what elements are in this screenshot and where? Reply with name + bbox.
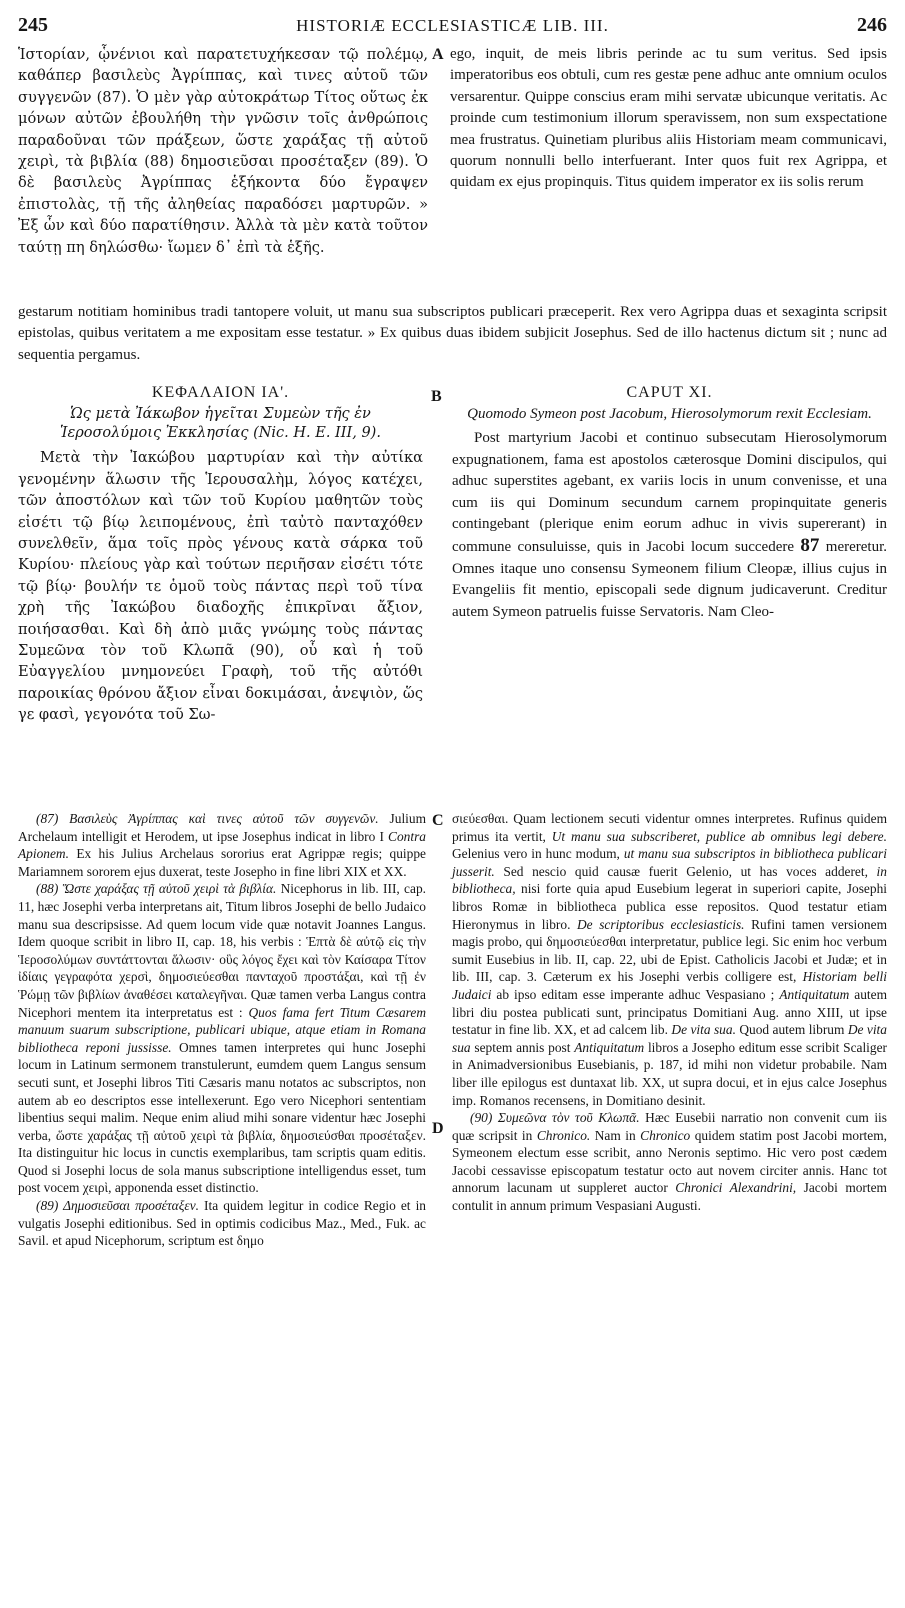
fn-cont-n: De vita sua. xyxy=(671,1022,736,1038)
footnote-90-text-b: Chronico. xyxy=(536,1127,591,1143)
page-header xyxy=(18,14,887,40)
footnote-90-text-f: Chronici Alexandrini, xyxy=(675,1180,797,1196)
fn-cont-d: ut manu sua subscriptos in bibliotheca publicari jusserit. xyxy=(452,846,887,879)
footnote-89-continuation xyxy=(452,810,887,1109)
fn-cont-h: De scriptoribus ecclesiasticis. xyxy=(577,916,745,932)
top-fullwidth-text-block xyxy=(18,302,887,366)
footnote-88-text-b: Quos fama fert Titum Cæsarem manuum suarum subscriptione, publicari ubique, atque etiam in Romana bibliotheca reponi jussisse. xyxy=(18,1004,426,1055)
footnote-88 xyxy=(18,880,426,1197)
fn-cont-f: in bibliotheca, xyxy=(452,863,887,897)
footnote-89 xyxy=(18,1197,426,1250)
footnotes-right-column xyxy=(452,810,887,1215)
fn-cont-m: autem libri diu postea publicati sunt, principatus Domitiani Aug. anno XIII, ut ipse testatur in fine lib. XX, et ad calcem lib. xyxy=(452,986,887,1038)
footnotes-left-column xyxy=(18,810,426,1250)
footnote-87-text-b: Contra Apionem. xyxy=(18,828,426,862)
column-number-87: 87 xyxy=(800,535,820,557)
chapter-latin-text xyxy=(452,428,887,623)
chapter-heading-greek: ΚΕΦΑΛΑΙΟΝ ΙΑ'. xyxy=(151,384,290,401)
chapter-latin-text-a: Post martyrium Jacobi et continuo subsecutam Hierosolymorum expugnationem, fama est apostolos cæterosque Domini discipulos, qui adhuc superstites agebant, ex variis locis in unum convenisse, et una cum iis qui Dominum secundum carnem propinquitate generis contingebant (plerique enim eorum adhuc in vivis supererant) in commune consuluisse, quis in Jacobi locum succedere xyxy=(452,430,887,556)
footnote-89-lemma: (89) Δημοσιεῦσαι προσέταξεν. xyxy=(36,1198,199,1214)
footnote-90 xyxy=(452,1109,887,1215)
footnote-89-text-a: Ita quidem legitur in codice Regio et in vulgatis Josephi editionibus. Sed in optimis codicibus Maz., Med., Fuk. ac Savil. et apud Nicephorum, scriptum est δημο xyxy=(18,1198,426,1249)
footnote-87 xyxy=(18,810,426,880)
page-number-right: 246 xyxy=(857,14,887,36)
fn-cont-p: De vita sua xyxy=(452,1022,887,1055)
top-greek-text: Ἱστορίαν, ᾧνένιοι καὶ παρατετυχήκεσαν τῷ πολέμῳ, καθάπερ βασιλεὺς Ἀγρίππας, καὶ τινες αὐτοῦ τῶν συγγενῶν (87). Ὁ μὲν γὰρ αὐτοκράτωρ Τίτος οὕτως ἐκ μόνων αὐτῶν ἐβουλήθη τὴν γνῶσιν τοῖς ἀνθρώποις παραδοῦναι τῶν πράξεων, ὥστε χαράξας τῇ αὐτοῦ χειρὶ, τὰ βιβλία (88) δημοσιεῦσαι προσέταξεν (89). Ὁ δὲ βασιλεὺς Ἀγρίππας ἑξήκοντα δύο ἔγραψεν ἐπιστολὰς, τῇ τῆς ἀληθείας παραδόσει μαρτυρῶν. » Ἐξ ὧν καὶ δύο παρατίθησιν. Ἀλλὰ τὰ μὲν κατὰ τοῦτον ταύτῃ πη δηλώσθω· ἴωμεν δ᾽ ἐπὶ τὰ ἑξῆς. xyxy=(18,46,428,256)
fn-cont-l: Antiquitatum xyxy=(779,986,850,1002)
footnote-90-text-d: Chronico xyxy=(640,1127,691,1143)
fn-cont-j: Historiam belli Judaici xyxy=(452,969,887,1002)
top-latin-text: ego, inquit, de meis libris perinde ac tu sum veritus. Sed ipsis imperatoribus eos obtuli, cum res gestæ pene adhuc ante omnium oculos versarentur. Quippe conscius eram mihi servatæ ubicunque veritatis. Ac proinde cum testimonium illorum speravissem, non sum exspectatione mea frustratus. Quinetiam pluribus aliis Historiam meam communicavi, quorum nonnulli bello interfuerant. Inter quos fuit rex Agrippa, et quidam ex ejus propinquis. Titus quidem imperator ex iis solis rerum xyxy=(450,46,887,191)
fn-cont-s: libros a Josepho editum esse scribit Scaliger in Animadversionibus Eusebianis, p. 187, id mihi non videtur probabile. Nam liber ille epilogus est duntaxat lib. XX, ut supra docui, et in ejus calce Josephus imp. Romanos recensens, in Domitiano desinit. xyxy=(452,1039,887,1108)
margin-marker-a: A xyxy=(432,46,444,63)
footnote-87-text-c: Ex his Julius Archelaus sororius erat Agrippæ regis; quippe Mariamnem sororem ejus duxerat, teste Josepho in fine libri XIX et XX. xyxy=(18,846,426,879)
footnote-87-text-a: Julium Archelaum intelligit et Herodem, ut ipse Josephus indicat in libro I xyxy=(18,811,426,844)
chapter-latin-column xyxy=(452,382,887,623)
fn-cont-g: nisi forte quia apud Eusebium legerat in superiori capite, Josephi libros Romæ in bibliotheca publica esse repositos. Quod testatur etiam Hieronymus in libro. xyxy=(452,881,887,932)
chapter-heading-latin: CAPUT XI. xyxy=(626,384,713,401)
chapter-latin-text-b: mereretur. Omnes itaque uno consensu Symeonem filium Cleopæ, illius cujus in Evangeliis fit mentio, episcopali sede dignum judicaverunt. Creditur autem Symeon patruelis fuisse Servatoris. Nam Cleo- xyxy=(452,539,888,620)
chapter-greek-column xyxy=(18,382,423,726)
fn-cont-k: ab ipso editam esse imperante adhuc Vespasiano ; xyxy=(496,986,775,1002)
fn-cont-b: Ut manu sua subscriberet, publice ab omnibus legi debere. xyxy=(551,828,887,844)
footnote-88-text-a: Nicephorus in lib. III, cap. 11, hæc Josephi verba interpretans ait, Titum libros Josephi de bello Judaico manu sua descripsisse. Ad quem locum vide quæ notavit Joannes Langus. Idem quoque scribit in libro II, cap. 18, his verbis : Ἑπτὰ δὲ αὐτῷ εἰς τὴν Ἱεροσολύμων συντάττονται ἅλωσιν· οὓς λόγος ἔχει καὶ τὸν Καίσαρα Τίτον ἰδίαις γεγραφότα χερσὶ, δημοσιεύεσθαι πανταχοῦ προστάξαι, καὶ τῇ ἐν Ῥώμῃ τῶν βιβλίων ἀναθέσει καταλεγῆναι. Quæ tamen verba Langus contra Nicephori mentem ita interpretatus est : xyxy=(18,881,426,1020)
fn-cont-q: septem annis post xyxy=(474,1039,571,1055)
footnote-88-text-c: Omnes tamen interpretes qui hunc Josephi locum in Latinum sermonem transtulerunt, eumdem quem Langus sensum secuti sunt, et Josephi libros Titi Cæsaris manu notatos ac subscriptos, non autem ab eo descriptos esse intellexerunt. Ego vero Nicephori sententiam libentius sequi malim. Neque enim aliud mihi sonare videntur hæc Josephi verba, ὥστε χαράξας τῇ αὐτοῦ χειρὶ τὰ βιβλία, δημοσιεύσθαι προσέταξεν. Ita distinguitur hic locus in cunctis exemplaribus, tam scriptis quam editis. Quod si Josephi locus de sola manus subscriptione intelligendus esset, tum post vocem χειρὶ, apponenda esset distinctio. xyxy=(18,1039,426,1196)
fn-cont-c: Gelenius vero in hunc modum, xyxy=(452,846,620,862)
margin-marker-c: C xyxy=(432,812,444,829)
top-fullwidth-text: gestarum notitiam hominibus tradi tantopere voluit, ut manu sua subscriptos publicari præceperit. Rex vero Agrippa duas et sexaginta scripsit epistolas, quibus veritatem a me expositam esse testatur. » Ex quibus duas ibidem subjicit Josephus. Sed de illo hactenus dictum sit ; nunc ad sequentia pergamus. xyxy=(18,304,887,363)
running-head: HISTORIÆ ECCLESIASTICÆ LIB. III. xyxy=(296,16,609,35)
margin-marker-d: D xyxy=(432,1120,444,1137)
margin-marker-b: B xyxy=(431,388,442,405)
footnote-88-lemma: (88) Ὥστε χαράξας τῇ αὐτοῦ χειρὶ τὰ βιβλία. xyxy=(36,881,277,897)
fn-cont-r: Antiquitatum xyxy=(574,1039,645,1055)
footnote-87-lemma: (87) Βασιλεὺς Ἀγρίππας καὶ τινες αὐτοῦ τῶν συγγενῶν. xyxy=(36,811,379,826)
footnote-90-text-g: Jacobi mortem contulit in annum primum Vespasiani Augusti. xyxy=(452,1180,887,1214)
chapter-greek-text: Μετὰ τὴν Ἰακώβου μαρτυρίαν καὶ τὴν αὐτίκα γενομένην ἅλωσιν τῆς Ἱερουσαλὴμ, λόγος κατέχει, τῶν ἀποστόλων καὶ τῶν τοῦ Κυρίου μαθητῶν τοὺς εἰσέτι τῷ βίῳ λειπομένους, ἐπὶ ταὐτὸ πανταχόθεν συνελθεῖν, ἅμα τοῖς πρὸς γένους κατὰ σάρκα τοῦ Κυρίου· πλείους γὰρ καὶ τούτων περιῆσαν εἰσέτι τότε τῷ βίῳ· βουλήν τε ὁμοῦ τοὺς πάντας περὶ τοῦ τίνα χρὴ τῆς Ἰακώβου διαδοχῆς ἐπικρῖναι ἄξιον, ποιήσασθαι. Καὶ δὴ ἀπὸ μιᾶς γνώμης τοὺς πάντας Συμεῶνα τὸν τοῦ Κλωπᾶ (90), οὗ καὶ ἡ τοῦ Εὐαγγελίου μνημονεύει Γραφὴ, τοῦ τῆς αὐτόθι παροικίας θρόνου ἄξιον εἶναι δοκιμάσαι, ἀνεψιὸν, ὥς γε φασὶ, γεγονότα τοῦ Σω- xyxy=(18,449,423,724)
top-latin-column xyxy=(450,44,887,194)
fn-cont-e: Sed nescio quid causæ fuerit Gelenio, ut has voces adderet, xyxy=(503,863,868,879)
chapter-title-latin: Quomodo Symeon post Jacobum, Hierosolymorum rexit Ecclesiam. xyxy=(467,406,872,423)
footnote-90-text-a: Hæc Eusebii narratio non convenit cum iis quæ scripsit in xyxy=(452,1110,887,1143)
footnote-90-lemma: (90) Συμεῶνα τὸν τοῦ Κλωπᾶ. xyxy=(470,1110,640,1126)
chapter-title-greek: Ὡς μετὰ Ἰάκωβον ἡγεῖται Συμεὼν τῆς ἐν Ἱεροσολύμοις Ἐκκλησίας (Nic. H. E. III, 9). xyxy=(60,406,381,442)
top-greek-column xyxy=(18,44,428,258)
fn-cont-o: Quod autem librum xyxy=(739,1022,845,1038)
footnote-90-text-e: quidem statim post Jacobi mortem, Symeonem electum esse scribit, anno Neronis septimo. Hic vero post cædem Jacobi cessavisse episcopatum testatur octo aut novem circiter annis. Hanc tot annorum lacunam ut suppleret auctor xyxy=(452,1127,887,1196)
page-number-left: 245 xyxy=(18,14,48,36)
fn-cont-a: σιεύεσθαι. Quam lectionem secuti videntur omnes interpretes. Rufinus quidem primus ita vertit, xyxy=(452,811,887,844)
footnote-90-text-c: Nam in xyxy=(594,1127,636,1143)
fn-cont-i: Rufini tamen versionem magis probo, qui δημοσιεύεσθαι interpretatur, publice legi. Sic enim hoc verbum sumit Eusebius in lib. II, cap. 22, ubi de Epist. Catholicis Jacobi et Judæ; et in lib. III, cap. 3. Cæterum ex his Josephi verbis colligere est, xyxy=(452,916,887,985)
